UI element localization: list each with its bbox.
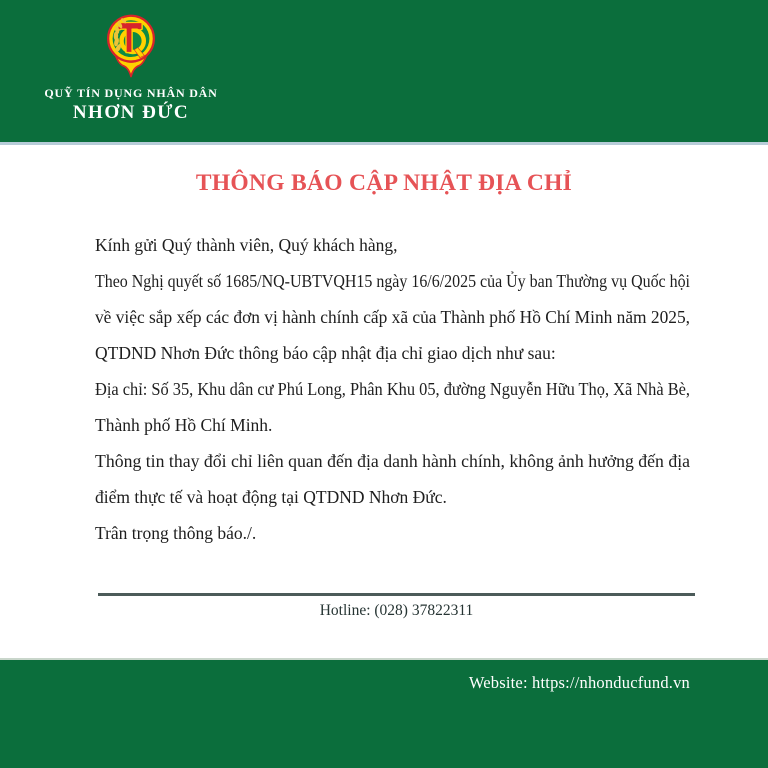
hotline-text: Hotline: (028) 37822311 [319,602,474,619]
brand-block [0,0,262,142]
body-line: Địa chỉ: Số 35, Khu dân cư Phú Long, Phân Khu 05, đường Nguyễn Hữu Thọ, Xã Nhà Bè, [95,379,690,399]
hotline-section [98,593,695,622]
body-line: Theo Nghị quyết số 1685/NQ-UBTVQH15 ngày 16/6/2025 của Ủy ban Thường vụ Quốc hội [95,271,690,291]
org-name-line1: QUỸ TÍN DỤNG NHÂN DÂN [44,86,218,100]
org-name-line2: NHƠN ĐỨC [72,102,190,123]
page-header [0,0,768,145]
notice-title: THÔNG BÁO CẬP NHẬT ĐỊA CHỈ [195,170,573,196]
body-line: QTDND Nhơn Đức thông báo cập nhật địa chỉ giao dịch như sau: [95,343,556,363]
body-line: Kính gửi Quý thành viên, Quý khách hàng, [95,235,398,255]
body-line: Trân trọng thông báo./. [95,523,257,543]
website-text: Website: https://nhonducfund.vn [468,673,690,692]
body-line: về việc sắp xếp các đơn vị hành chính cấp xã của Thành phố Hồ Chí Minh năm 2025, [95,307,690,327]
body-line: Thành phố Hồ Chí Minh. [95,415,273,435]
page-footer [0,658,768,768]
notice-body [95,227,690,551]
notice-content [0,145,768,658]
body-line: điểm thực tế và hoạt động tại QTDND Nhơn Đức. [95,487,447,507]
credit-fund-logo-icon [103,13,159,81]
body-line: Thông tin thay đổi chỉ liên quan đến địa danh hành chính, không ảnh hưởng đến địa [95,451,690,471]
